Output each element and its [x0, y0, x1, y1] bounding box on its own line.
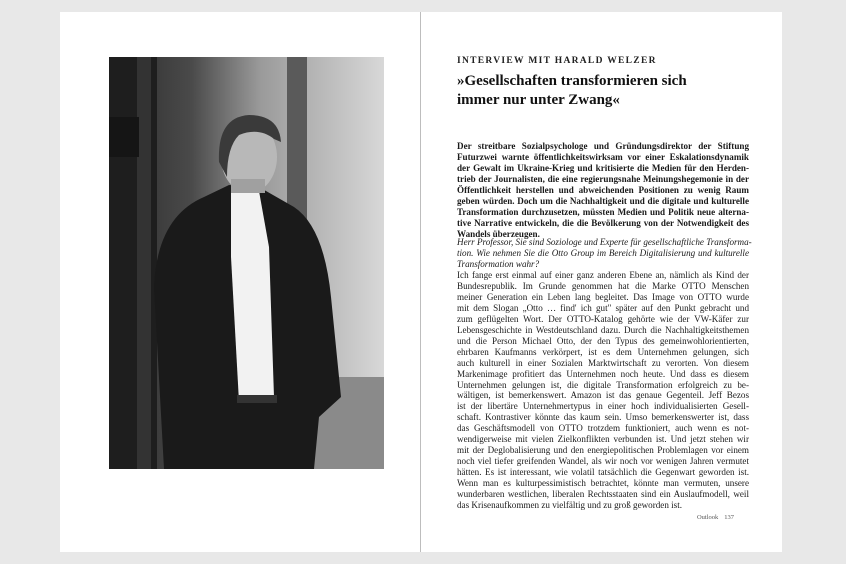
headline	[457, 72, 757, 110]
answer-line: und die Person Michael Otto, der den Typus des gemeinwohlorientierten,	[457, 335, 749, 346]
answer-line: noch viel tiefer greifenden Wandel, als wir noch vor wenigen Jahren vermutet	[457, 456, 749, 467]
answer-line: auch kulturell in einer Sozialen Marktwirtschaft zu verorten. Von diesem	[457, 357, 749, 368]
question-line: tion. Wie nehmen Sie die Otto Group im Bereich Digitalisierung und kulturelle	[457, 247, 749, 258]
answer-line: wältigen, ist bemerkenswert. Amazon ist das genaue Gegenteil. Jeff Bezos	[457, 390, 749, 401]
lead-line: Transformation durchzusetzen, müssten Medien und Politik neue alterna-	[457, 206, 749, 217]
interview-question	[457, 237, 752, 270]
lead-line: der Gewalt im Ukraine-Krieg und kritisierte die Medien für den Herden-	[457, 162, 749, 173]
right-page	[421, 12, 782, 552]
answer-line: zum geflügelten Wort. Der OTTO-Katalog gehörte wie der VW-Käfer zur	[457, 313, 749, 324]
lead-line: trieb der Journalisten, die eine regierungsnahe Meinungshegemonie in der	[457, 173, 749, 184]
lead-line: Öffentlichkeit herstellen und abweichenden Positionen zu wenig Raum	[457, 184, 749, 195]
answer-line: mit dem Slogan „Otto … find' ich gut" später auf den Punkt gebracht und	[457, 302, 749, 313]
answer-line: Unternehmen gelungen ist, die digitale Transformation erfolgreich zu be-	[457, 379, 749, 390]
page-footer	[691, 514, 734, 521]
lead-line: Der streitbare Sozialpsychologe und Gründungsdirektor der Stiftung	[457, 141, 749, 151]
headline-line: immer nur unter Zwang«	[457, 92, 620, 108]
answer-line: mit der Deglobalisierung und den energiepolitischen Problemlagen vor einem	[457, 445, 749, 456]
portrait-photo	[109, 57, 384, 469]
answer-line: Wenn man es kulturpessimistisch betrachtet, könnte man vermuten, unsere	[457, 478, 749, 489]
portrait-image	[109, 57, 384, 469]
answer-line: ehrbaren Kaufmanns verkörpert, ist es dem Unternehmen gelungen, sich	[457, 346, 749, 357]
kicker: INTERVIEW MIT HARALD WELZER	[457, 56, 657, 66]
page-number: 137	[724, 514, 734, 521]
answer-line: Bundesrepublik. Im Grunde genommen hat die Marke OTTO Menschen	[457, 280, 749, 291]
answer-line: schaft. Kontrastiver könnte das kaum sein. Umso bemerkenswerter ist, dass	[457, 412, 749, 423]
headline-line: »Gesellschaften transformieren sich	[457, 73, 687, 89]
answer-line: wendigerweise mit vielen Zielkonflikten verbunden ist. Und jetzt stehen wir	[457, 434, 749, 445]
answer-line: wunderbaren westlichen, liberalen Rechtsstaaten sind ein Auslaufmodell, weil	[457, 489, 749, 500]
lead-paragraph	[457, 141, 749, 240]
answer-line: Ich fange erst einmal auf einer ganz anderen Ebene an, nämlich als Kind der	[457, 270, 749, 280]
answer-line: meiner Generation ein Leben lang begleitet. Das Image von OTTO wurde	[457, 291, 749, 302]
answer-line: ist der libertäre Unternehmertypus in einer hoch individualisierten Gesell-	[457, 401, 749, 412]
left-page	[60, 12, 420, 552]
answer-line: das Krisenaufkommen zu vielfältig und zu groß geworden ist.	[457, 500, 683, 511]
lead-line: Futurzwei warnte öffentlichkeitswirksam vor einer Eskalationsdynamik	[457, 151, 749, 162]
lead-line: tive Narrative entwickeln, die die Bevölkerung von der Notwendigkeit des	[457, 217, 749, 228]
answer-line: das Geschäftsmodell von OTTO trotzdem funktioniert, auch wenn es not-	[457, 423, 749, 434]
section-name: Outlook	[696, 514, 719, 521]
question-line: Herr Professor, Sie sind Soziologe und Experte für gesellschaftliche Transforma-	[457, 237, 752, 247]
answer-line: hätten. Es ist interessant, wie volatil tatsächlich die Gegenwart geworden ist.	[457, 467, 749, 478]
question-line: Transformation wahr?	[457, 258, 540, 269]
lead-line: geben würden. Doch um die Nachhaltigkeit und die digitale und kulturelle	[457, 195, 749, 206]
answer-line: Lebensgeschichte in Westdeutschland dazu. Durch die Nachhaltigkeitsthemen	[457, 324, 749, 335]
answer-line: Markenimage profitiert das Unternehmen noch heute. Und dass es diesem	[457, 368, 749, 379]
interview-answer	[457, 270, 749, 511]
lead-line: Wandels überzeugen.	[457, 228, 540, 239]
